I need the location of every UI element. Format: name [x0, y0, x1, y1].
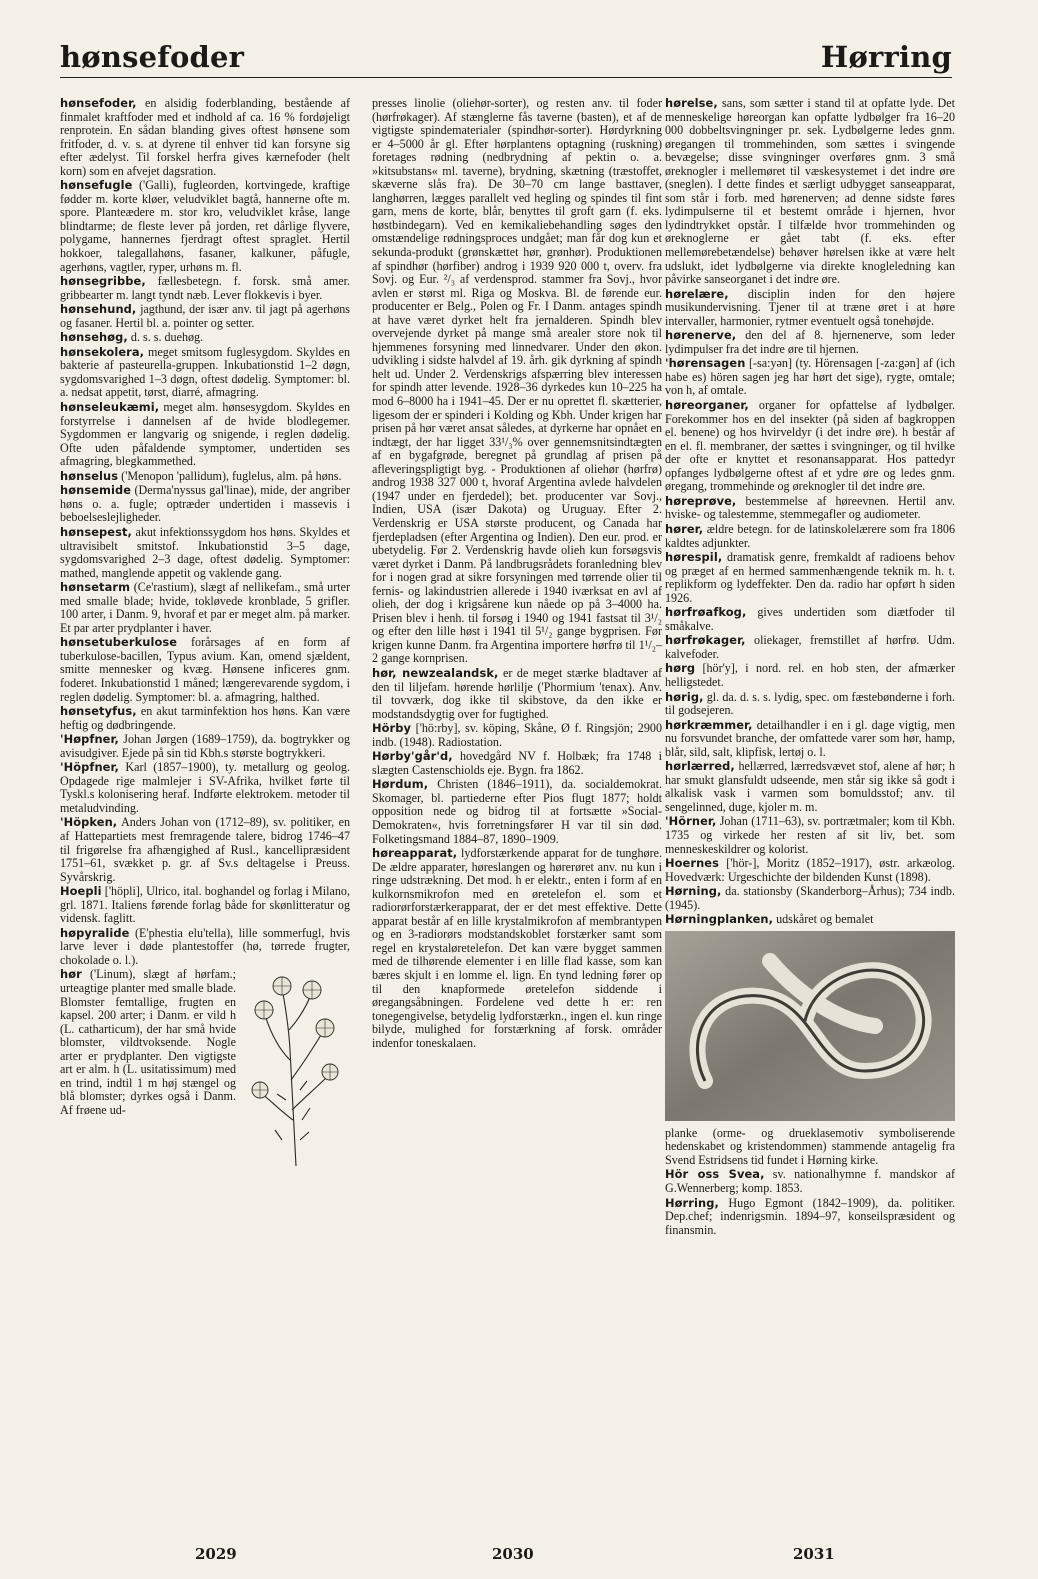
entry-text: forårsages af en form af tuberkulose-bacillen, Typus avium. Kan, omend sjældent, smitte mennesker og kvæg. Hønsene inficeres gnm. foderet. Inkubationstid 1 måned; længerevarende sygdom, i reglen dødelig. Symptomer: bl. a. afmagring, halthed.: [60, 635, 350, 704]
dictionary-entry: [60, 733, 350, 760]
entry-headword: hønsehøg,: [60, 330, 128, 345]
dictionary-entry: [665, 1197, 955, 1238]
horningplanken-photo: [665, 931, 955, 1121]
entry-headword: Hoepli: [60, 884, 102, 899]
entry-text: er de meget stærke bladtaver af den til liljefam. hørende hørlilje ('Phormium 'tenax). Anv. til tovværk, dog ikke til skibstove, da den ikke er modstandsdygtig over for fugtighed.: [372, 665, 662, 721]
entry-text: (Ce'rastium), slægt af nellikefam., små urter med smalle blade; hvide, tokløvede kronblade, 5 grifler. 100 arter, i Danm. 9, hvoraf et par er meget alm. på marker. Et par arter prydplanter i haver.: [60, 580, 350, 635]
entry-text: Karl (1857–1900), ty. metallurg og geolog. Opdagede rige malmlejer i SV-Afrika, hvilket førte til Tyskl.s kolonisering heraf. Indførte elektrokem. metoder til metaludvinding.: [60, 760, 350, 815]
dictionary-entry: [665, 719, 955, 760]
dictionary-entry: [665, 288, 955, 329]
entry-headword: hørenerve,: [665, 328, 737, 343]
dictionary-entry: [665, 1168, 955, 1195]
dictionary-entry: [60, 816, 350, 884]
entry-text: [hör'y], i nord. rel. en hob sten, der afmærker helligstedet.: [665, 661, 955, 689]
dictionary-entry: [665, 97, 955, 287]
dictionary-entry: [665, 913, 955, 927]
dictionary-entry: [372, 97, 662, 666]
entry-headword: Hoernes: [665, 856, 720, 871]
entry-headword: hører,: [665, 521, 704, 536]
dictionary-entry: [60, 927, 350, 968]
entry-headword: hønsehund,: [60, 302, 137, 317]
entry-text: bestemmelse af høreevnen. Hertil anv. hviske- og talestemme, stemmegafler og audiometer.: [665, 493, 955, 522]
dictionary-entry: [665, 399, 955, 494]
entry-text: organer for opfattelse af lydbølger. Forekommer hos en del insekter (på siden af bagkroppen el. benene) og hos hvirveldyr (i det indre øre). h består af en el. fl. membraner, der sættes i svingninger, og til hvilke der ofte er knyttet et resonansapparat. Hos pattedyr opfanges lydbølgerne oftest af et ydre øre og ledes gnm. øregang, trommehinde og øreknogler til det indre øre.: [665, 398, 955, 494]
entry-text: fællesbetegn. f. forsk. små amer. gribbearter m. langt tyndt næb. Lever flokkevis i byer.: [60, 274, 350, 302]
entry-hor: [60, 968, 350, 1117]
entry-text: ['höpli], Ulrico, ital. boghandel og forlag i Milano, grl. 1871. Italiens førende forlag både for skønlitteratur og vidensk. faglitt.: [60, 884, 350, 926]
dictionary-entry: [372, 667, 662, 721]
entry-text: da. stationsby (Skanderborg–Århus); 734 indb. (1945).: [665, 884, 955, 912]
flax-plant-illustration: [242, 970, 350, 1166]
entry-headword: høreorganer,: [665, 398, 749, 413]
page-number-left: 2029: [195, 1545, 237, 1563]
entry-headword: hør: [60, 967, 82, 982]
entry-headword: høreapparat,: [372, 846, 458, 861]
column-2: [372, 97, 662, 1051]
entry-text: presses linolie (oliehør-sorter), og resten anv. til foder (hørfrøkager). Af stænglerne fås taverne (basten), et af de vigtigste spindematerialer (spindhør-sorter). Hørdyrkning er 4–5000 år gl. Efter hørplantens optagning (ruskning) foretages rødning (nedbrydning af pektin o. a. »kitsubstans« ml. taverne), brydning, skætning (træstoffet, skæverne slås fra). De 30–70 cm lange basttaver, langhørren, lægges parallelt ved hegling og spindes til fint garn, mens de korte, blår, benyttes til groft garn (f. eks. høstbindegarn). Ved en kemikaliebehandling søges den omstændelige rødningsproces undgået; man får dog kun et sekunda-produkt (grønskættet hør, grønhør). Produktionen af spindhør (hørfiber) androg i 1939 920 000 t, overv. fra Sovj. og Eur. ²/₃ af verdensprod. stammer fra Sovj., hvor avlen er størst ml. Riga og Moskva. Bl. de førende eur. producenter er Belg., Polen og Fr. I Danm. antages spindh at have været dyrket helt fra jernalderen. Spindh blev overvejende dyrket på mange små arealer store nok til hjemmenes forsyning med linnedvarer. Under den økon. udvikling i sidste halvdel af 19. årh. gik dyrkning af spindh helt ud. Under 2. Verdenskrigs afspærring blev interessen for spindh atter levende. 1928–36 dyrkedes kun 10–225 ha mod 6–8000 ha i 1941–45. Der er nu oprettet fl. skætterier, ligesom der er spinderi i Kolding og Kbh. Under krigen har prisen på hør været ansat således, at dyrkerne har opnået en indtægt, der har ligget 33¹/₃% over gennemsnitsindtægten af en bygafgrøde, beregnet på grundlag af prisen på afleveringspligtigt byg. - Produktionen af oliehør (hørfrø) androg 1938 327 000 t, hvoraf Argentina avlede halvdelen (1947 under en fjerdedel); bet. producenter var Sovj., Indien, USA (især Dakota) og Uruguay. Efter 2. Verdenskrig er USA største producent, og Canada har fjerdepladsen (efter Argentina og Indien). Den eur. prod. er ubetydelig. Før 2. Verdenskrig havde olieh kun forsøgsvis været dyrket i Danm. På landbrugsrådets foranledning blev for i nogen grad at sikre forsyningen med tørrende olier til fernis- og lakindustrien allerede i 1940 iværksat en avl af olieh, der dog i krigsårene kun nåede op på 3–4000 ha. Prisen blev i henh. til forsøg i 1940 og 1941 fastsat til 3¹/₂ og efter den lille høst i 1941 til 5¹/₂ gange bygprisen. Før krigen kunne Danm. fra Argentina importere hørfrø til 1¹/₂–2 gange kornprisen.: [372, 96, 662, 666]
entry-headword: hønselus: [60, 468, 119, 483]
dictionary-entry: [60, 885, 350, 926]
entry-text: den del af 8. hjernenerve, som leder lydimpulser fra det indre øre til hjernen.: [665, 328, 955, 356]
dictionary-entry: [665, 551, 955, 605]
entry-headword: Hör oss Svea,: [665, 1167, 765, 1182]
entry-text: Johan (1711–63), sv. portrætmaler; kom til Kbh. 1735 og virkede her resten af sit liv, bet. som menneskeskildrer og kolorist.: [665, 814, 955, 856]
entry-text: (E'phestia elu'tella), lille sommerfugl, hvis larve lever i døde plantestoffer (hø, tørrede frugter, chokolade o. l.).: [60, 925, 350, 967]
entry-headword: hørfrøafkog,: [665, 605, 747, 620]
entry-headword: hønsekolera,: [60, 344, 145, 359]
entry-text: sv. nationalhymne f. mandskor af G.Wennerberg; komp. 1853.: [665, 1167, 955, 1195]
entry-headword: hørfrøkager,: [665, 633, 746, 648]
running-head-right: Hørring: [820, 40, 952, 74]
entry-text: Johan Jørgen (1689–1759), da. bogtrykker og avisudgiver. Ejede på sin tid Kbh.s største bogtrykkeri.: [60, 732, 350, 760]
entry-headword: hønsepest,: [60, 524, 132, 539]
entry-text: udskåret og bemalet: [773, 912, 874, 927]
dictionary-entry: [60, 275, 350, 302]
entry-text: d. s. s. duehøg.: [127, 330, 204, 345]
entry-text: hovedgård NV f. Holbæk; fra 1748 i slægten Castenschiolds eje. Bygn. fra 1862.: [372, 749, 662, 777]
dictionary-entry: [60, 179, 350, 274]
entry-headword: hørlærred,: [665, 759, 735, 774]
entry-text: gives undertiden som diætfoder til småkalve.: [665, 605, 955, 633]
entry-headword: hørkræmmer,: [665, 717, 753, 732]
entry-text: meget alm. hønsesygdom. Skyldes en forstyrrelse i dannelsen af de hvide blodlegemer. Sygdommen er langvarig og snigende, i reglen dødelig. Ofte uden påfaldende symptomer, undertiden ses afmagring, blegkammethed.: [60, 400, 350, 469]
entry-headword: hør, newzealandsk,: [372, 665, 499, 680]
entry-text: planke (orme- og drueklasemotiv symboliserende hedenskabet og kristendommen) stammende antagelig fra Svend Estridsens tid fundet i Hørning kirke.: [665, 1125, 955, 1167]
entry-text: Christen (1846–1911), da. socialdemokrat. Skomager, bl. partiederne efter Pios flugt 1877; holdt opposition nede og bidrog til at fortsætte »Social-Demokraten«, hvis forretningsfører H var til sin død. Folketingsmand 1884–87, 1890–1909.: [372, 777, 662, 846]
dictionary-entry: [665, 523, 955, 550]
entry-headword: Hørning,: [665, 884, 722, 899]
entry-text: en akut tarminfektion hos høns. Kan være heftig og dødbringende.: [60, 704, 350, 732]
entry-headword: hønsemide: [60, 483, 132, 498]
entry-headword: Hørningplanken,: [665, 912, 774, 927]
dictionary-entry: [60, 761, 350, 815]
entry-headword: hønsefoder,: [60, 96, 137, 110]
flax-drawing: [242, 970, 350, 1166]
entry-text: hellærred, lærredsvævet stof, alene af hør; h har smukt glansfuldt udseende, men står sig ikke så godt i alkalisk vask i varmen som bomuldsstof; anv. til sengelinned, duge, kjoler m. m.: [665, 759, 955, 814]
entry-text: [-sa:yən] (ty. Hörensagen [-za:gən] af (ich habe es) hören sagen jeg har hørt det sige), rygte, omtale; von h, af omtale.: [665, 356, 955, 398]
entry-headword: 'hørensagen: [665, 356, 746, 371]
dictionary-entry: [665, 760, 955, 814]
entry-headword: hønsegribbe,: [60, 274, 146, 289]
dictionary-entry: [372, 722, 662, 749]
dictionary-entry: [372, 847, 662, 1050]
entry-text: ['hör-], Moritz (1852–1917), østr. arkæolog. Hovedværk: Urgeschichte der bildenden Kunst (1898).: [665, 856, 955, 884]
dictionary-entry: [665, 634, 955, 661]
page-number-right: 2031: [793, 1545, 835, 1563]
dictionary-entry: [372, 750, 662, 777]
entry-text: dramatisk genre, fremkaldt af radioens behov og præget af en hermed sammenhængende teknik m. h. t. replikform og lydeffekter. Den da. radio har opført h siden 1926.: [665, 550, 955, 605]
dictionary-entry: [665, 691, 955, 718]
entry-text: jagthund, der især anv. til jagt på agerhøns og fasaner. Hertil bl. a. pointer og setter.: [60, 302, 350, 330]
entry-text: ældre betegn. for de latinskolelærere som fra 1806 kaldtes adjunkter.: [665, 521, 955, 550]
dictionary-entry: [60, 581, 350, 635]
entry-text: disciplin inden for den højere musikundervisning. Tjener til at træne øret i at høre intervaller, harmonier, rytmer eventuelt også tonehøjde.: [665, 286, 955, 328]
running-head-left: hønsefoder: [60, 40, 245, 74]
dictionary-entry: [665, 885, 955, 912]
entry-text: Hugo Egmont (1842–1909), da. politiker. Dep.chef; indenrigsmin. 1894–97, konseilspræsident og finansmin.: [665, 1195, 955, 1237]
dictionary-entry: [665, 662, 955, 689]
entry-headword: 'Höpfner,: [60, 760, 119, 775]
entry-headword: hørelse,: [665, 96, 718, 110]
entry-headword: Hörby: [372, 721, 412, 736]
entry-headword: Hørring,: [665, 1195, 719, 1210]
entry-headword: hønsefugle: [60, 178, 133, 193]
entry-text: Anders Johan von (1712–89), sv. politiker, en af Hattepartiets mest fremragende talere, bidrog 1746–47 til frigørelse fra afhængighed af Rusl., kancellipræsident 1751–61, svækket p. gr. af Sv.s deltagelse i Preuss. Syvårskrig.: [60, 815, 350, 884]
dictionary-entry: [60, 636, 350, 704]
entry-text: ['hö:rby], sv. köping, Skåne, Ø f. Ringsjön; 2900 indb. (1948). Radiostation.: [372, 721, 662, 749]
entry-headword: høpyralide: [60, 925, 130, 940]
page-number-middle: 2030: [492, 1545, 534, 1563]
dictionary-entry: [665, 495, 955, 522]
dictionary-entry: [665, 357, 955, 398]
entry-text: en alsidig foderblanding, bestående af finmalet kraftfoder med et indhold af ca. 16 % fordøjeligt renprotein. En sådan blanding gives oftest hønsene som fritfoder, d. v. s. at dyrene til enhver tid kan forsyne sig efter ædelyst. Til forskel herfra gives kærnefoder (helt korn) som en afvejet dagsration.: [60, 96, 350, 178]
entry-headword: 'Höpken,: [60, 815, 118, 830]
dictionary-entry: [60, 484, 350, 525]
column-1: [60, 97, 350, 1168]
dictionary-entry: [60, 470, 350, 484]
entry-headword: Hørdum,: [372, 777, 429, 792]
header-rule: [60, 77, 952, 78]
dictionary-entry: [665, 815, 955, 856]
entry-headword: Hørby'går'd,: [372, 749, 453, 764]
entry-text: akut infektionssygdom hos høns. Skyldes et ultravisibelt smitstof. Inkubationstid 3–5 dage, sygdomsvarighed 2–3 dage, oftest dødelig. Symptomer: mathed, manglende appetit og vaklende gang.: [60, 524, 350, 580]
entry-text: detailhandler i en i gl. dage vigtig, men nu forsvundet branche, der omfattede varer som hør, hamp, blår, sild, salt, klipfisk, lertøj o. l.: [665, 717, 955, 759]
entry-text: (Derma'nyssus gal'linae), mide, der angriber høns o. a. fugle; optræder undertiden i massevis i beboelseslejligheder.: [60, 483, 350, 525]
entry-headword: hørg: [665, 661, 696, 676]
dictionary-entry: [665, 329, 955, 356]
dictionary-entry: [665, 857, 955, 884]
dictionary-entry: [60, 331, 350, 345]
entry-headword: hønsetyfus,: [60, 704, 137, 719]
dictionary-entry: [60, 526, 350, 580]
entry-headword: hørespil,: [665, 550, 723, 565]
entry-text: ('Menopon 'pallidum), fuglelus, alm. på høns.: [118, 468, 342, 483]
entry-text: ('Linum), slægt af hørfam.; urteagtige planter med smalle blade. Blomster femtallige, frugten en kapsel. 200 arter; i Danm. er vild h (L. catharticum), der har små hvide blomster, vildtvoksende. Nogle arter er prydplanter. Den vigtigste art er alm. h (L. usitatissimum) med en trind, indtil 1 m høj stængel og blå blomster; dyrkes også i Danm. Af frøene ud-: [60, 967, 236, 1117]
entry-text: sans, som sætter i stand til at opfatte lyde. Det menneskelige høreorgan kan opfatte lydbølger fra 16–20 000 dobbeltsvingninger pr. sek. Lydbølgerne ledes gnm. øregangen til trommehinden, som sættes i svingende bevægelse; disse svingninger overføres gnm. 3 små øreknogler i mellemøret til væskesystemet i det indre øre (sneglen). I dette findes et særligt udbygget sanseapparat, som står i forb. med hørenerven; ad denne sidste føres lydimpulserne til et bestemt område i hjernen, hvor lydindtrykket opstår. I tilfælde hvor trommehinden og øreknoglerne er gået tabt (f. eks. efter mellemørebetændelse) behøver hørelsen ikke at være helt udslukt, idet lydbølgerne via direkte knogleledning kan påvirke sanseorganet i det indre øre.: [665, 96, 955, 287]
entry-headword: hønseleukæmi,: [60, 400, 160, 415]
entry-headword: hønsetarm: [60, 580, 131, 595]
dictionary-entry: [60, 705, 350, 732]
dictionary-entry: [372, 778, 662, 846]
entry-text: meget smitsom fuglesygdom. Skyldes en bakterie af pasteurella-gruppen. Inkubationstid 1–2 døgn, sygdomsvarighed 1–3 døgn, oftest dødelig. Symptomer: bl. a. nedsat appetit, tørst, diarré, afmagring.: [60, 344, 350, 400]
dictionary-entry: [60, 346, 350, 400]
dictionary-entry: [60, 303, 350, 330]
entry-text: gl. da. d. s. s. lydig, spec. om fæstebønderne i forh. til godsejeren.: [665, 689, 955, 718]
entry-headword: høreprøve,: [665, 493, 737, 508]
entry-text: lydforstærkende apparat for de tunghøre. De ældre apparater, høreslangen og hørerøret anv. nu kun i ringe udstrækning. Det mod. h er elektr., enten i form af en kulkornsmikrofon med en øretelefon el. som et radiorørforstærkerapparat, der er det mest effektive. Dette apparat består af en lille krystalmikrofon af membrantypen og en 3-radiorørs modstandskoblet forstærker samt som regel en krystaløretelefon. Det kan være bygget sammen med de tilhørende elementer i en lille flad kasse, som kan bæres skjult i en lomme el. lign. En tynd ledning fører op til den knapformede øretelefon siddende i øregangsåbningen. Fordelene ved dette h er: ren tonegengivelse, betydelig lydforstærkn., ingen el. kun ringe bilyde, mulighed for forstærkning af forsk. områder indenfor toneskalaen.: [372, 846, 662, 1050]
entry-headword: hønsetuberkulose: [60, 635, 178, 650]
entry-headword: hørelære,: [665, 286, 729, 301]
entry-text: ('Galli), fugleorden, kortvingede, kraftige fødder m. korte kløer, veludviklet bagtå, hannerne ofte m. spore. Planteædere m. stor kro, veludviklet kråse, lange blindtarme; de fleste lever på jorden, ret dårlige flyvere, polygame, hannernes fjerdragt oftest spraglet. Hertil hokkoer, talegallahøns, fasaner, kalkuner, påfugle, agerhøns, vagtler, ryper, urhøns m. fl.: [60, 178, 350, 274]
dictionary-entry: [60, 401, 350, 469]
entry-headword: hørig,: [665, 689, 704, 704]
entry-text: oliekager, fremstillet af hørfrø. Udm. kalvefoder.: [665, 633, 955, 661]
column-3: [665, 97, 955, 1238]
dictionary-entry: [665, 606, 955, 633]
dictionary-entry: [60, 97, 350, 178]
dictionary-entry: [665, 1127, 955, 1168]
entry-headword: 'Høpfner,: [60, 732, 119, 747]
entry-headword: 'Hörner,: [665, 814, 717, 829]
